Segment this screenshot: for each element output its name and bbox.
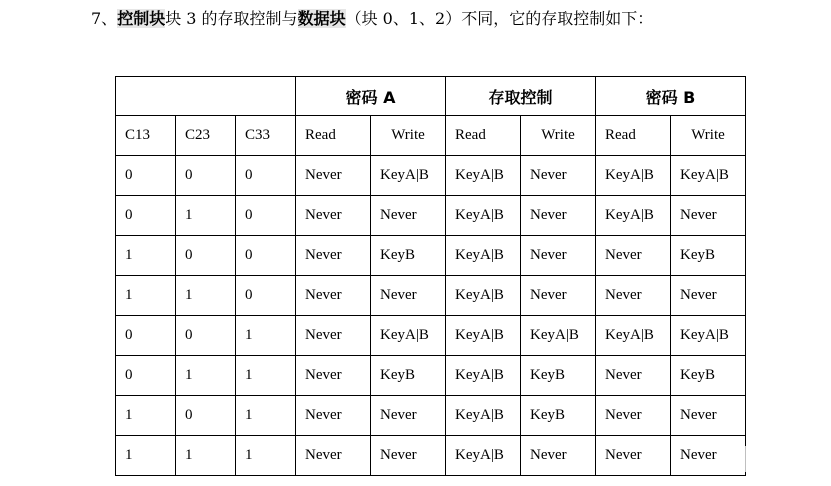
table-cell: 1 bbox=[176, 436, 236, 476]
table-cell: 0 bbox=[116, 316, 176, 356]
table-cell: Never bbox=[521, 436, 596, 476]
table-cell: KeyA|B bbox=[371, 156, 446, 196]
table-cell: Never bbox=[596, 436, 671, 476]
table-cell: KeyB bbox=[371, 356, 446, 396]
table-cell: 0 bbox=[236, 276, 296, 316]
table-cell: Never bbox=[596, 276, 671, 316]
table-cell: 1 bbox=[116, 436, 176, 476]
table-cell: 0 bbox=[116, 196, 176, 236]
table-cell: KeyA|B bbox=[446, 436, 521, 476]
table-cell: Never bbox=[596, 396, 671, 436]
heading-suffix-text: （块 0、1、2）不同，它的存取控制如下： bbox=[345, 9, 654, 28]
column-header-key-a-read: Read bbox=[296, 116, 371, 156]
table-cell: 1 bbox=[236, 396, 296, 436]
heading-keyword-control-block: 控制块 bbox=[117, 9, 166, 28]
table-cell: 0 bbox=[236, 196, 296, 236]
table-cell: KeyA|B bbox=[446, 356, 521, 396]
table-cell: 1 bbox=[176, 276, 236, 316]
table-cell: Never bbox=[296, 356, 371, 396]
table-cell: KeyA|B bbox=[371, 316, 446, 356]
table-row bbox=[116, 276, 746, 316]
table-row bbox=[116, 396, 746, 436]
table-row bbox=[116, 436, 746, 476]
table-cell: KeyA|B bbox=[446, 396, 521, 436]
table-cell: Never bbox=[671, 196, 746, 236]
column-header-c23: C23 bbox=[176, 116, 236, 156]
group-header-row bbox=[116, 77, 746, 116]
group-header-access-bits: 存取控制 bbox=[446, 77, 596, 116]
table-cell: 0 bbox=[176, 316, 236, 356]
table-cell: Never bbox=[521, 276, 596, 316]
table-cell: 0 bbox=[176, 396, 236, 436]
table-cell: KeyB bbox=[371, 236, 446, 276]
column-header-access-write: Write bbox=[521, 116, 596, 156]
column-header-key-b-write: Write bbox=[671, 116, 746, 156]
table-cell: 0 bbox=[176, 156, 236, 196]
table-cell: Never bbox=[296, 276, 371, 316]
table-cell: KeyB bbox=[671, 236, 746, 276]
table-cell: KeyA|B bbox=[446, 276, 521, 316]
table-cell: KeyA|B bbox=[671, 316, 746, 356]
table-cell: Never bbox=[671, 276, 746, 316]
table-cell: 1 bbox=[236, 356, 296, 396]
group-header-empty bbox=[116, 77, 296, 116]
group-header-key-b: 密码 B bbox=[596, 77, 746, 116]
table-cell: 0 bbox=[236, 156, 296, 196]
table-cell: Never bbox=[521, 196, 596, 236]
table-cell: Never bbox=[296, 236, 371, 276]
table-cell: 1 bbox=[116, 276, 176, 316]
heading-keyword-data-block: 数据块 bbox=[297, 9, 346, 28]
column-header-c33: C33 bbox=[236, 116, 296, 156]
column-header-key-b-read: Read bbox=[596, 116, 671, 156]
table-cell: 0 bbox=[116, 356, 176, 396]
table-cell: KeyA|B bbox=[446, 196, 521, 236]
table-cell: KeyA|B bbox=[671, 156, 746, 196]
watermark-overlay bbox=[722, 446, 762, 472]
table-cell: Never bbox=[521, 236, 596, 276]
table-cell: 1 bbox=[176, 196, 236, 236]
table-cell: 1 bbox=[176, 356, 236, 396]
table-cell: Never bbox=[296, 156, 371, 196]
table-cell: KeyA|B bbox=[446, 156, 521, 196]
table-cell: KeyA|B bbox=[521, 316, 596, 356]
table-cell: Never bbox=[296, 396, 371, 436]
table-row bbox=[116, 196, 746, 236]
table-cell: KeyB bbox=[521, 356, 596, 396]
table-cell: KeyA|B bbox=[596, 316, 671, 356]
table-cell: Never bbox=[296, 196, 371, 236]
group-header-key-a: 密码 A bbox=[296, 77, 446, 116]
table-cell: KeyA|B bbox=[596, 196, 671, 236]
table-cell: Never bbox=[596, 356, 671, 396]
table-cell: KeyA|B bbox=[596, 156, 671, 196]
table-cell: 1 bbox=[236, 436, 296, 476]
heading-middle-text: 块 3 的存取控制与 bbox=[165, 9, 298, 28]
table-body bbox=[116, 156, 746, 476]
table-cell: Never bbox=[296, 316, 371, 356]
heading-number: 7、 bbox=[91, 9, 118, 28]
table-cell: 0 bbox=[116, 156, 176, 196]
section-heading bbox=[91, 8, 653, 30]
table-cell: KeyB bbox=[671, 356, 746, 396]
table-cell: 0 bbox=[236, 236, 296, 276]
table-cell: Never bbox=[371, 436, 446, 476]
table-row bbox=[116, 356, 746, 396]
table-cell: Never bbox=[371, 196, 446, 236]
table-row bbox=[116, 316, 746, 356]
table-row bbox=[116, 156, 746, 196]
column-header-access-read: Read bbox=[446, 116, 521, 156]
table-cell: Never bbox=[371, 276, 446, 316]
table-row bbox=[116, 236, 746, 276]
table-cell: 1 bbox=[116, 396, 176, 436]
table-cell: Never bbox=[596, 236, 671, 276]
column-header-key-a-write: Write bbox=[371, 116, 446, 156]
table-cell: Never bbox=[521, 156, 596, 196]
access-control-table bbox=[115, 76, 746, 476]
column-header-row bbox=[116, 116, 746, 156]
table-cell: Never bbox=[296, 436, 371, 476]
table-cell: KeyB bbox=[521, 396, 596, 436]
table-cell: KeyA|B bbox=[446, 236, 521, 276]
table-cell: Never bbox=[671, 396, 746, 436]
table-cell: Never bbox=[371, 396, 446, 436]
table-cell: Never bbox=[671, 436, 746, 476]
table-cell: 0 bbox=[176, 236, 236, 276]
table-cell: KeyA|B bbox=[446, 316, 521, 356]
table-cell: 1 bbox=[116, 236, 176, 276]
column-header-c13: C13 bbox=[116, 116, 176, 156]
table-cell: 1 bbox=[236, 316, 296, 356]
